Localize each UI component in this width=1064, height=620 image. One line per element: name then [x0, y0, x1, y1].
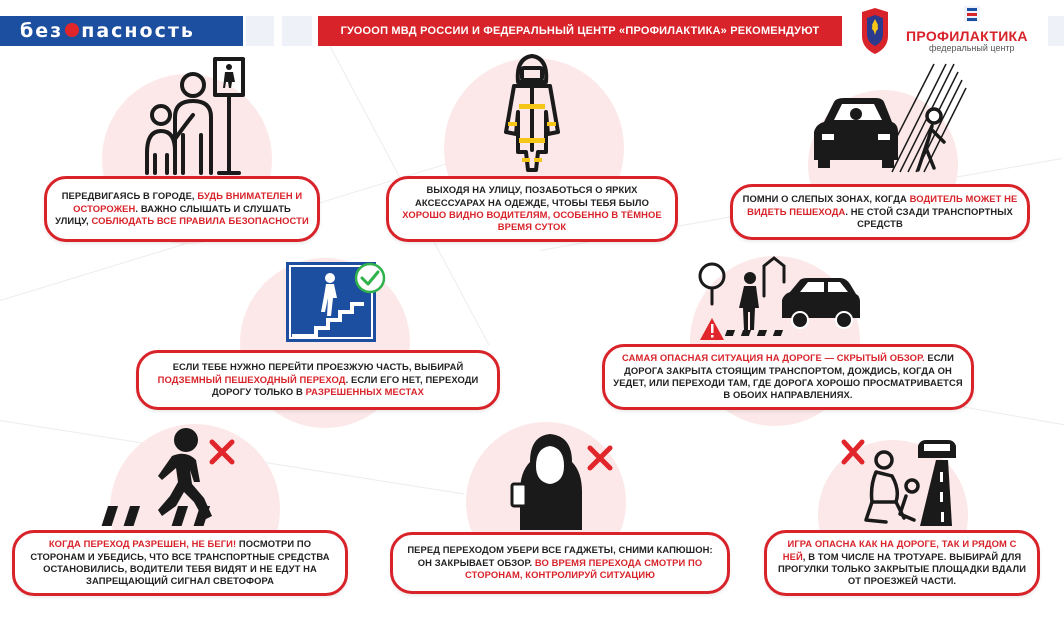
profilaktika-mark-icon — [962, 4, 982, 24]
header-stripe — [1048, 16, 1064, 46]
tip-card: КОГДА ПЕРЕХОД РАЗРЕШЕН, НЕ БЕГИ! ПОСМОТРИ ПО СТОРОНАМ И УБЕДИСЬ, ЧТО ВСЕ ТРАНСПОРТНЫЕ СРЕДСТВА ОСТАНОВИЛИСЬ, ВОДИТЕЛИ ТЕБЯ ВИДЯТ И НЕ ЕДУТ НА ЗАПРЕЩАЮЩИЙ СИГНАЛ СВЕТОФОРА — [12, 530, 348, 596]
tip-card: ПОМНИ О СЛЕПЫХ ЗОНАХ, КОГДА ВОДИТЕЛЬ МОЖЕТ НЕ ВИДЕТЬ ПЕШЕХОДА. НЕ СТОЙ СЗАДИ ТРАНСПОРТНЫХ СРЕДСТВ — [730, 184, 1030, 240]
adult-child-pedestrian-sign-icon — [135, 55, 255, 175]
tip-card: ВЫХОДЯ НА УЛИЦУ, ПОЗАБОТЬСЯ О ЯРКИХ АКСЕССУАРАХ НА ОДЕЖДЕ, ЧТОБЫ ТЕБЯ БЫЛО ХОРОШО ВИДНО ВОДИТЕЛЯМ, ОСОБЕННО В ТЁМНОЕ ВРЕМЯ СУТОК — [386, 176, 678, 242]
org-name: ПРОФИЛАКТИКА — [906, 28, 1028, 44]
brand-wordmark: без пасность — [20, 20, 195, 42]
hidden-view-warning-icon — [696, 256, 862, 346]
tip-card: САМАЯ ОПАСНАЯ СИТУАЦИЯ НА ДОРОГЕ — СКРЫТЫЙ ОБЗОР. ЕСЛИ ДОРОГА ЗАКРЫТА СТОЯЩИМ ТРАНСПОРТОМ, ДОЖДИСЬ, КОГДА ОН УЕДЕТ, ИЛИ ПЕРЕХОДИ ТАМ, ГДЕ ДОРОГА ХОРОШО ПРОСМАТРИВАЕТСЯ В ОБОИХ НАПРАВЛЕНИЯХ. — [602, 344, 974, 410]
car-blind-spot-icon — [808, 72, 968, 182]
running-child-icon — [132, 420, 252, 530]
tip-card: ПЕРЕДВИГАЯСЬ В ГОРОДЕ, БУДЬ ВНИМАТЕЛЕН И ОСТОРОЖЕН. ВАЖНО СЛЫШАТЬ И СЛУШАТЬ УЛИЦУ, СОБЛЮДАТЬ ВСЕ ПРАВИЛА БЕЗОПАСНОСТИ — [44, 176, 320, 242]
recommendation-banner: ГУОООП МВД РОССИИ И ФЕДЕРАЛЬНЫЙ ЦЕНТР «ПРОФИЛАКТИКА» РЕКОМЕНДУЮТ — [318, 16, 842, 46]
header-stripe — [246, 16, 274, 46]
org-subtitle: федеральный центр — [929, 43, 1015, 53]
mvd-emblem-icon — [858, 6, 892, 56]
brand-o-circle — [65, 23, 79, 37]
underground-crossing-icon — [286, 262, 386, 342]
tip-card: ИГРА ОПАСНА КАК НА ДОРОГЕ, ТАК И РЯДОМ С НЕЙ, В ТОМ ЧИСЛЕ НА ТРОТУАРЕ. ВЫБИРАЙ ДЛЯ ПРОГУЛКИ ТОЛЬКО ЗАКРЫТЫЕ ПЛОЩАДКИ ВДАЛИ ОТ ПРОЕЗЖЕЙ ЧАСТИ. — [764, 530, 1040, 596]
reflective-suit-icon — [492, 52, 572, 180]
playing-children-road-icon — [840, 430, 970, 530]
profilaktika-logo — [906, 6, 1036, 53]
header-stripe — [282, 16, 312, 46]
hooded-phone-icon — [502, 432, 632, 532]
brand-banner — [0, 16, 243, 46]
tip-card: ЕСЛИ ТЕБЕ НУЖНО ПЕРЕЙТИ ПРОЕЗЖУЮ ЧАСТЬ, ВЫБИРАЙ ПОДЗЕМНЫЙ ПЕШЕХОДНЫЙ ПЕРЕХОД. ЕСЛИ ЕГО НЕТ, ПЕРЕХОДИ ДОРОГУ ТОЛЬКО В РАЗРЕШЕННЫХ МЕСТАХ — [136, 350, 500, 410]
tip-card: ПЕРЕД ПЕРЕХОДОМ УБЕРИ ВСЕ ГАДЖЕТЫ, СНИМИ КАПЮШОН: ОН ЗАКРЫВАЕТ ОБЗОР. ВО ВРЕМЯ ПЕРЕХОДА СМОТРИ ПО СТОРОНАМ, КОНТРОЛИРУЙ СИТУАЦИЮ — [390, 532, 730, 594]
